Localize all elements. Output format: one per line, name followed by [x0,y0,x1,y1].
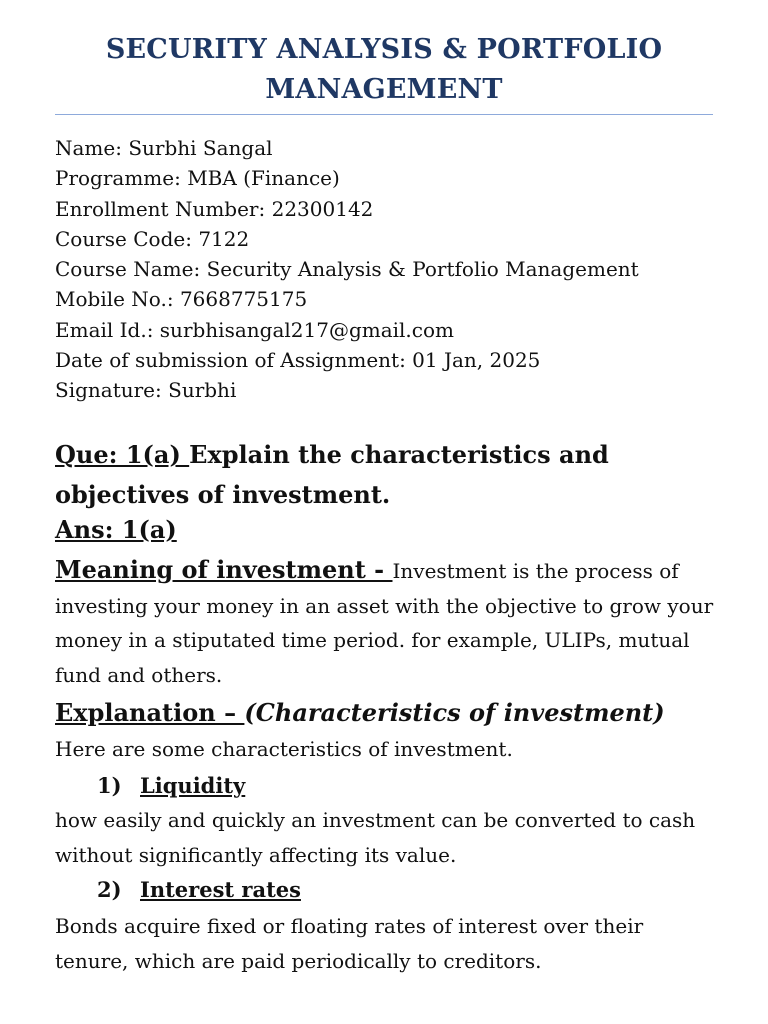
meaning-text: Investment is the process of investing your money in an asset with the objective to grow your money in a stiputated time period. for example, ULIPs, mutual fund and others. [55,559,714,687]
list-item-interest-rates [97,875,301,905]
interest-rates-paragraph: Bonds acquire fixed or floating rates of interest over their tenure, which are paid periodically to creditors. [55,914,644,973]
title-divider [55,114,713,115]
question-text: Explain the characteristics and objectives of investment. [55,440,609,509]
meaning-heading: Meaning of investment - [55,555,393,584]
meaning-paragraph [55,553,715,692]
info-signature: Signature: Surbhi [55,378,237,403]
question-label: Que: 1(a) [55,440,190,469]
list-item-liquidity [97,771,245,801]
answer-label: Ans: 1(a) [55,515,177,544]
info-course-code: Course Code: 7122 [55,226,250,251]
characteristics-intro: Here are some characteristics of investment. [55,737,513,761]
title-line-2: MANAGEMENT [265,74,503,105]
title-line-1: SECURITY ANALYSIS & PORTFOLIO [105,34,663,65]
info-course-name: Course Name: Security Analysis & Portfolio Management [55,257,639,282]
explanation-heading [55,696,715,730]
info-submission-date: Date of submission of Assignment: 01 Jan, 2025 [55,348,541,373]
explanation-label: Explanation – [55,698,245,727]
info-email: Email Id.: surbhisangal217@gmail.com [55,317,454,342]
list-number: 2) [97,877,122,902]
list-title: Liquidity [140,773,246,798]
info-programme: Programme: MBA (Finance) [55,166,340,191]
list-number: 1) [97,773,122,798]
document-title [55,30,713,110]
explanation-subheading: (Characteristics of investment) [244,698,665,727]
liquidity-paragraph: how easily and quickly an investment can be converted to cash without significantly affecting its value. [55,808,696,867]
info-mobile: Mobile No.: 7668775175 [55,287,308,312]
info-name: Name: Surbhi Sangal [55,136,273,160]
question-heading [55,435,715,515]
list-title: Interest rates [140,877,301,902]
info-enrollment: Enrollment Number: 22300142 [55,196,374,221]
student-info [55,133,735,406]
